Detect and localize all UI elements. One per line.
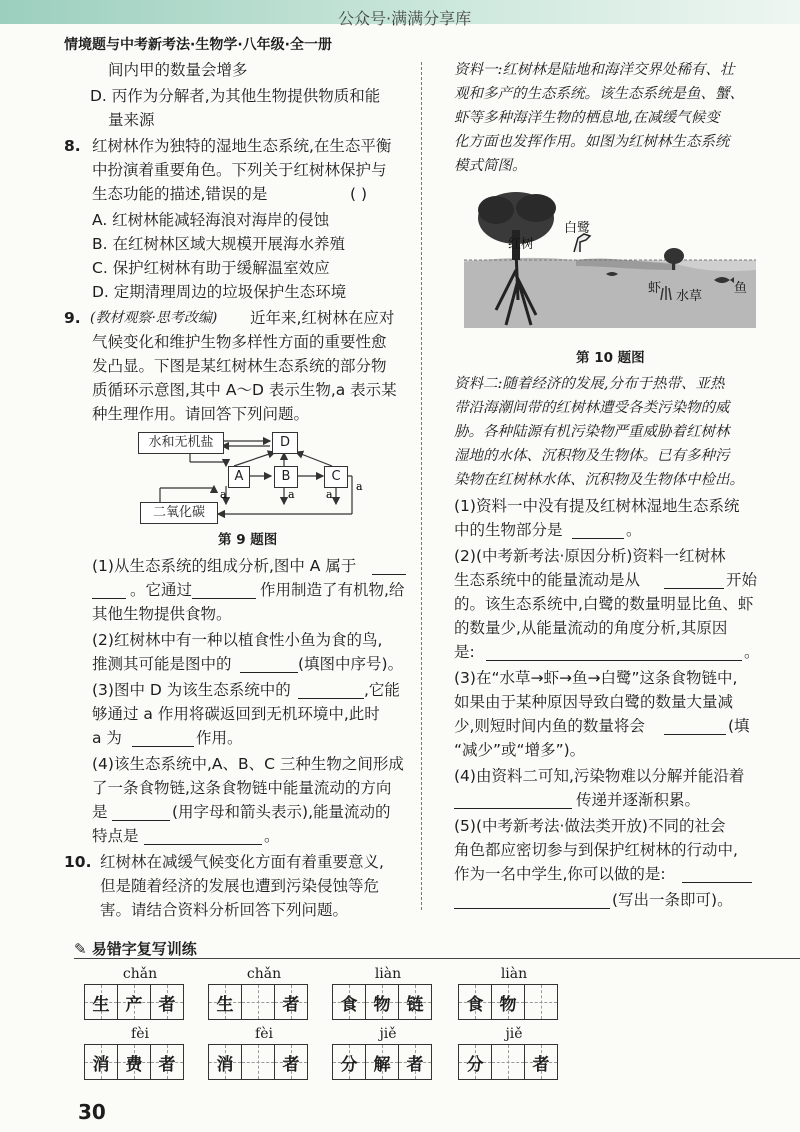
q10-part2-c: 开始 [726, 571, 758, 589]
organism-b-box: B [274, 466, 298, 488]
q9-part1-a: (1)从生态系统的组成分析,图中 A 属于 [92, 557, 357, 575]
q10-part3-blank[interactable] [664, 720, 726, 735]
pinyin-1: chǎn [122, 966, 158, 982]
question-9-line-2: 气候变化和维护生物多样性方面的重要性愈 [92, 333, 387, 351]
q10-part2-d: 的。该生态系统中,白鹭的数量明显比鱼、虾 [454, 595, 754, 613]
cell[interactable] [85, 1045, 118, 1079]
pinyin-6: fèi [255, 1026, 273, 1042]
q9-part4-blank-1[interactable] [112, 806, 170, 821]
char: 链 [406, 994, 424, 1015]
cell[interactable] [366, 1045, 399, 1079]
practice-box-8 [458, 1044, 558, 1080]
q10-part3-e: “减少”或“增多”)。 [454, 741, 586, 759]
organism-c-box: C [324, 466, 348, 488]
cell[interactable] [399, 985, 431, 1019]
question-8-option-b[interactable]: B. 在红树林区域大规模开展海水养殖 [92, 235, 345, 253]
char: 者 [158, 994, 176, 1015]
q9-part3-e: 作用。 [196, 729, 243, 747]
q9-part3-a: (3)图中 D 为该生态系统中的 [92, 681, 291, 699]
q9-part4-c: 是 [92, 803, 108, 821]
cell[interactable] [242, 985, 275, 1019]
question-9-line-1: 近年来,红树林在应对 [250, 309, 395, 327]
cell[interactable] [333, 1045, 366, 1079]
question-9-line-3: 发凸显。下图是某红树林生态系统的部分物 [92, 357, 387, 375]
practice-box-6 [208, 1044, 308, 1080]
material-2-line-2: 带沿海潮间带的红树林遭受各类污染物的威 [454, 400, 730, 416]
question-10-line-3: 害。请结合资料分析回答下列问题。 [100, 901, 349, 919]
material-2-line-5: 染物在红树林水体、沉积物及生物体中检出。 [454, 472, 744, 488]
char: 者 [282, 994, 300, 1015]
char: 者 [406, 1054, 424, 1075]
material-1-line-3: 虾等多种海洋生物的栖息地,在减缓气候变 [454, 110, 720, 126]
cell[interactable] [525, 985, 557, 1019]
q10-part5-d: (写出一条即可)。 [612, 891, 733, 909]
question-9-line-4: 质循环示意图,其中 A～D 表示生物,a 表示某 [92, 381, 397, 399]
pinyin-7: jiě [379, 1026, 397, 1042]
label-egret: 白鹭 [564, 221, 591, 236]
material-1-line-4: 化方面也发挥作用。如图为红树林生态系统 [454, 134, 730, 150]
material-2-line-1: 资料二:随着经济的发展,分布于热带、亚热 [454, 376, 725, 392]
q10-part1-b: 中的生物部分是 [454, 521, 563, 539]
cell[interactable] [151, 985, 183, 1019]
q9-part1-blank-2[interactable] [192, 584, 256, 599]
figure-10-caption: 第 10 题图 [576, 350, 645, 366]
option-d-continued: 量来源 [108, 111, 155, 129]
char: 生 [216, 994, 234, 1015]
char: 物 [499, 994, 517, 1015]
q10-part2-g: 。 [744, 643, 760, 661]
material-2-line-3: 胁。各种陆源有机污染物严重威胁着红树林 [454, 424, 730, 440]
practice-box-1 [84, 984, 184, 1020]
option-d: D. 丙作为分解者,为其他生物提供物质和能 [90, 87, 381, 105]
question-10-line-2: 但是随着经济的发展也遭到污染侵蚀等危 [100, 877, 380, 895]
material-1-line-2: 观和多产的生态系统。该生态系统是鱼、蟹、 [454, 86, 744, 102]
char: 分 [466, 1054, 484, 1075]
q9-part3-c: 够通过 a 作用将碳返回到无机环境中,此时 [92, 705, 380, 723]
pinyin-4: liàn [500, 966, 528, 982]
q10-part2-f: 是: [454, 643, 475, 661]
q10-part2-blank-2[interactable] [486, 646, 742, 661]
question-9-number: 9. [64, 309, 81, 327]
practice-title-text: 易错字复写训练 [91, 940, 197, 958]
practice-section-title: ✎ 易错字复写训练 [74, 940, 197, 958]
q10-part3-d: (填 [728, 717, 750, 735]
cell[interactable] [209, 1045, 242, 1079]
question-8-option-a[interactable]: A. 红树林能减轻海浪对海岸的侵蚀 [92, 211, 330, 229]
organism-d-box: D [272, 432, 298, 454]
q10-part1-blank[interactable] [572, 524, 624, 539]
question-8-answer-paren[interactable]: ( ) [350, 185, 368, 203]
char: 消 [216, 1054, 234, 1075]
char: 产 [125, 994, 143, 1015]
cell[interactable] [85, 985, 118, 1019]
label-a-1: a [220, 488, 227, 501]
label-a-2: a [288, 488, 295, 501]
cell[interactable] [399, 1045, 431, 1079]
label-shrimp: 虾 [648, 281, 662, 296]
material-1-line-1: 资料一:红树林是陆地和海洋交界处稀有、壮 [454, 62, 735, 78]
practice-box-4 [458, 984, 558, 1020]
option-c-continued: 间内甲的数量会增多 [108, 61, 248, 79]
char: 食 [466, 994, 484, 1015]
q10-part3-a: (3)在“水草→虾→鱼→白鹭”这条食物链中, [454, 669, 738, 687]
label-a-4: a [356, 480, 363, 493]
material-2-line-4: 湿地的水体、沉积物及生物体。已有多种污 [454, 448, 730, 464]
q10-part1-a: (1)资料一中没有提及红树林湿地生态系统 [454, 497, 740, 515]
label-fish: 鱼 [734, 281, 748, 296]
q9-part4-d: (用字母和箭头表示),能量流动的 [172, 803, 391, 821]
question-8-number: 8. [64, 137, 81, 155]
water-minerals-box: 水和无机盐 [138, 432, 224, 454]
q10-part5-c: 作为一名中学生,你可以做的是: [454, 865, 666, 883]
pinyin-3: liàn [374, 966, 402, 982]
q9-part3-b: ,它能 [364, 681, 400, 699]
pinyin-8: jiě [505, 1026, 523, 1042]
running-header: 情境题与中考新考法·生物学·八年级·全一册 [64, 37, 332, 53]
question-9-tag: (教材观察·思考改编) [90, 310, 218, 326]
q10-part5-a: (5)(中考新考法·做法类开放)不同的社会 [454, 817, 726, 835]
question-8-option-c[interactable]: C. 保护红树林有助于缓解温室效应 [92, 259, 330, 277]
char: 者 [282, 1054, 300, 1075]
char: 物 [373, 994, 391, 1015]
label-water-grass: 水草 [676, 289, 703, 304]
q9-part4-a: (4)该生态系统中,A、B、C 三种生物之间形成 [92, 755, 404, 773]
label-mangrove: 红树 [508, 237, 535, 252]
practice-box-7 [332, 1044, 432, 1080]
cell[interactable] [275, 1045, 307, 1079]
q9-part4-blank-2[interactable] [144, 830, 262, 845]
practice-section-rule [74, 958, 800, 959]
q10-part3-b: 如果由于某种原因导致白鹭的数量大量减 [454, 693, 734, 711]
q9-part3-blank-2[interactable] [132, 732, 194, 747]
question-8-option-d[interactable]: D. 定期清理周边的垃圾保护生态环境 [92, 283, 347, 301]
char: 食 [340, 994, 358, 1015]
char: 者 [158, 1054, 176, 1075]
q9-part2-blank[interactable] [240, 658, 298, 673]
co2-box: 二氧化碳 [140, 502, 218, 524]
char: 生 [92, 994, 110, 1015]
question-8-line-2: 中扮演着重要角色。下列关于红树林保护与 [92, 161, 387, 179]
cell[interactable] [333, 985, 366, 1019]
q9-part3-d: a 为 [92, 729, 122, 747]
q10-part4-a: (4)由资料二可知,污染物难以分解并能沿着 [454, 767, 745, 785]
label-a-3: a [326, 488, 333, 501]
figure-10-mangrove-illustration [456, 180, 756, 340]
q9-part2-a: (2)红树林中有一种以植食性小鱼为食的鸟, [92, 631, 383, 649]
material-1-line-5: 模式简图。 [454, 158, 527, 174]
question-10-number: 10. [64, 853, 92, 871]
cell[interactable] [459, 985, 492, 1019]
practice-box-5 [84, 1044, 184, 1080]
q10-part2-blank-1[interactable] [664, 574, 724, 589]
practice-box-3 [332, 984, 432, 1020]
cell[interactable] [242, 1045, 275, 1079]
question-8-line-3: 生态功能的描述,错误的是 [92, 185, 268, 203]
question-8-line-1: 红树林作为独特的湿地生态系统,在生态平衡 [92, 137, 392, 155]
cell[interactable] [366, 985, 399, 1019]
q10-part5-blank-1[interactable] [682, 868, 752, 883]
q10-part4-blank[interactable] [454, 794, 572, 809]
q9-part4-b: 了一条食物链,这条食物链中能量流动的方向 [92, 779, 392, 797]
cell[interactable] [492, 985, 525, 1019]
char: 费 [125, 1054, 143, 1075]
cell[interactable] [118, 985, 151, 1019]
q10-part5-blank-2[interactable] [454, 894, 610, 909]
q10-part2-a: (2)(中考新考法·原因分析)资料一红树林 [454, 547, 726, 565]
cell[interactable] [209, 985, 242, 1019]
question-9-line-5: 种生理作用。请回答下列问题。 [92, 405, 310, 423]
char: 者 [532, 1054, 550, 1075]
q9-part4-f: 。 [264, 827, 280, 845]
q9-part1-d: 其他生物提供食物。 [92, 605, 232, 623]
cell[interactable] [118, 1045, 151, 1079]
q9-part4-e: 特点是 [92, 827, 139, 845]
q10-part2-b: 生态系统中的能量流动是从 [454, 571, 641, 589]
figure-9-caption: 第 9 题图 [218, 532, 278, 548]
cell[interactable] [151, 1045, 183, 1079]
q10-part1-c: 。 [626, 521, 642, 539]
char: 分 [340, 1054, 358, 1075]
cell[interactable] [275, 985, 307, 1019]
watermark: 公众号·满满分享库 [338, 9, 472, 28]
egret-icon [574, 234, 590, 252]
char: 消 [92, 1054, 110, 1075]
q10-part5-b: 角色都应密切参与到保护红树林的行动中, [454, 841, 738, 859]
cell[interactable] [525, 1045, 557, 1079]
organism-a-box: A [228, 466, 250, 488]
practice-box-2 [208, 984, 308, 1020]
question-10-line-1: 红树林在减缓气候变化方面有着重要意义, [100, 853, 384, 871]
q9-part1-b: 。它通过 [130, 581, 193, 599]
q9-part1-blank-1b[interactable] [92, 584, 126, 599]
column-divider [421, 62, 422, 910]
q9-part1-c: 作用制造了有机物,给 [260, 581, 405, 599]
page-number: 30 [78, 1100, 106, 1124]
q9-part3-blank-1[interactable] [298, 684, 364, 699]
pinyin-2: chǎn [246, 966, 282, 982]
q10-part4-b: 传递并逐渐积累。 [576, 791, 701, 809]
cell[interactable] [492, 1045, 525, 1079]
q9-part2-b: 推测其可能是图中的 [92, 655, 232, 673]
q10-part2-e: 的数量少,从能量流动的角度分析,其原因 [454, 619, 728, 637]
q9-part2-c: (填图中序号)。 [298, 655, 404, 673]
pinyin-5: fèi [131, 1026, 149, 1042]
q10-part3-c: 少,则短时间内鱼的数量将会 [454, 717, 645, 735]
char: 解 [373, 1054, 391, 1075]
cell[interactable] [459, 1045, 492, 1079]
q9-part1-blank-1a[interactable] [372, 560, 406, 575]
